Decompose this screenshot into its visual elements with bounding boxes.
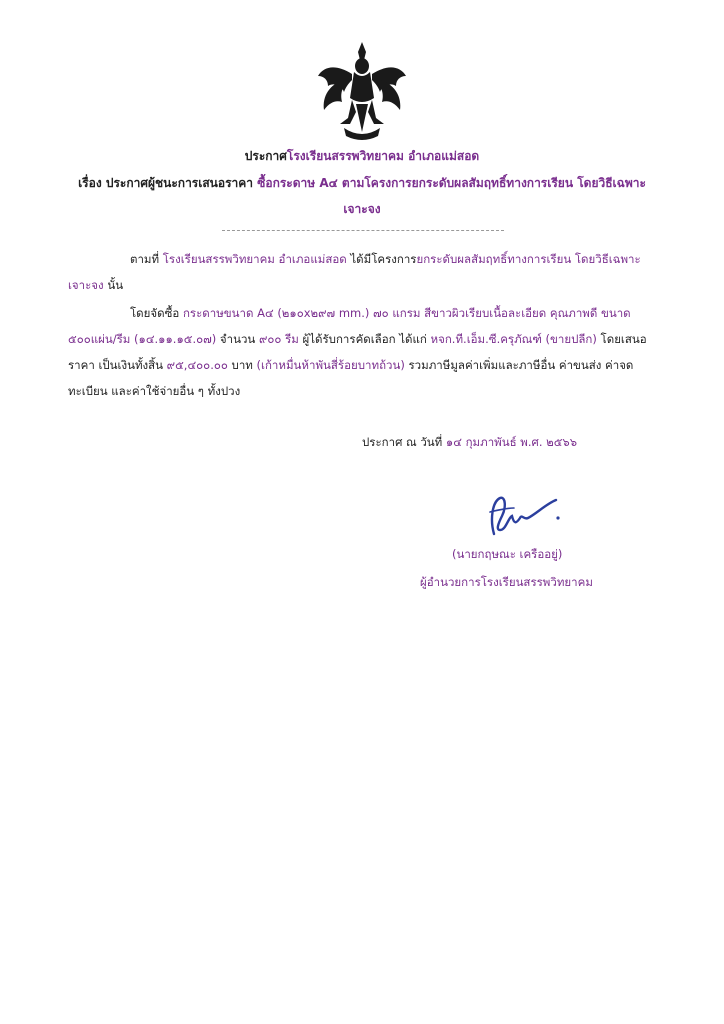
announcement-prefix: ประกาศ bbox=[244, 149, 287, 163]
signatory-position: ผู้อำนวยการโรงเรียนสรรพวิทยาคม bbox=[420, 575, 593, 589]
divider bbox=[222, 230, 504, 231]
paragraph-project bbox=[68, 246, 656, 298]
date-label: ประกาศ ณ วันที่ bbox=[362, 435, 443, 449]
announcement-date bbox=[362, 434, 577, 452]
para1-school: โรงเรียนสรรพวิทยาคม อำเภอแม่สอด bbox=[162, 252, 347, 266]
quantity-value: ๙๐๐ รีม bbox=[258, 332, 299, 346]
currency-label: บาท bbox=[231, 358, 253, 372]
selected-label: ผู้ได้รับการคัดเลือก ได้แก่ bbox=[302, 332, 427, 346]
vendor-name: หจก.ที.เอ็ม.ซี.ครุภัณฑ์ (ขายปลีก) bbox=[430, 332, 597, 346]
subject-prefix: เรื่อง ประกาศผู้ชนะการเสนอราคา bbox=[78, 176, 254, 190]
paragraph-purchase bbox=[68, 300, 656, 404]
amount-value: ๙๕,๔๐๐.๐๐ bbox=[166, 358, 228, 372]
date-value: ๑๔ กุมภาพันธ์ พ.ศ. ๒๕๖๖ bbox=[445, 435, 578, 449]
para1-suffix: นั้น bbox=[107, 278, 124, 292]
para1-middle: ได้มีโครงการ bbox=[350, 252, 417, 266]
announcement-title bbox=[0, 148, 724, 164]
amount-words: (เก้าหมื่นห้าพันสี่ร้อยบาทถ้วน) bbox=[256, 358, 405, 372]
announcement-subject bbox=[62, 170, 662, 222]
subject-title: ซื้อกระดาษ A๔ ตามโครงการยกระดับผลสัมฤทธิ์ทางการเรียน โดยวิธีเฉพาะเจาะจง bbox=[257, 176, 646, 216]
school-name: โรงเรียนสรรพวิทยาคม อำเภอแม่สอด bbox=[286, 149, 480, 163]
item-description: กระดาษขนาด A๔ (๒๑๐x๒๙๗ mm.) ๗๐ แกรม สีขาวผิวเรียบเนื้อละเอียด คุณภาพดี ขนาด ๕๐๐แผ่น/รีม (๑๔.๑๑.๑๕.๐๗) bbox=[68, 306, 631, 346]
signatory-name: (นายกฤษณะ เครืออยู่) bbox=[452, 547, 563, 561]
signature-image bbox=[476, 490, 566, 538]
offer-label: โดยเสนอราคา เป็นเงินทั้งสิ้น bbox=[68, 332, 647, 372]
para1-prefix: ตามที่ bbox=[130, 252, 160, 266]
para1-project: ยกระดับผลสัมฤทธิ์ทางการเรียน โดยวิธีเฉพาะเจาะจง bbox=[68, 252, 641, 292]
quantity-label: จำนวน bbox=[219, 332, 256, 346]
para2-prefix: โดยจัดซื้อ bbox=[130, 306, 180, 320]
para2-suffix: รวมภาษีมูลค่าเพิ่มและภาษีอื่น ค่าขนส่ง ค่าจดทะเบียน และค่าใช้จ่ายอื่น ๆ ทั้งปวง bbox=[68, 358, 634, 398]
garuda-emblem-icon bbox=[314, 40, 410, 144]
